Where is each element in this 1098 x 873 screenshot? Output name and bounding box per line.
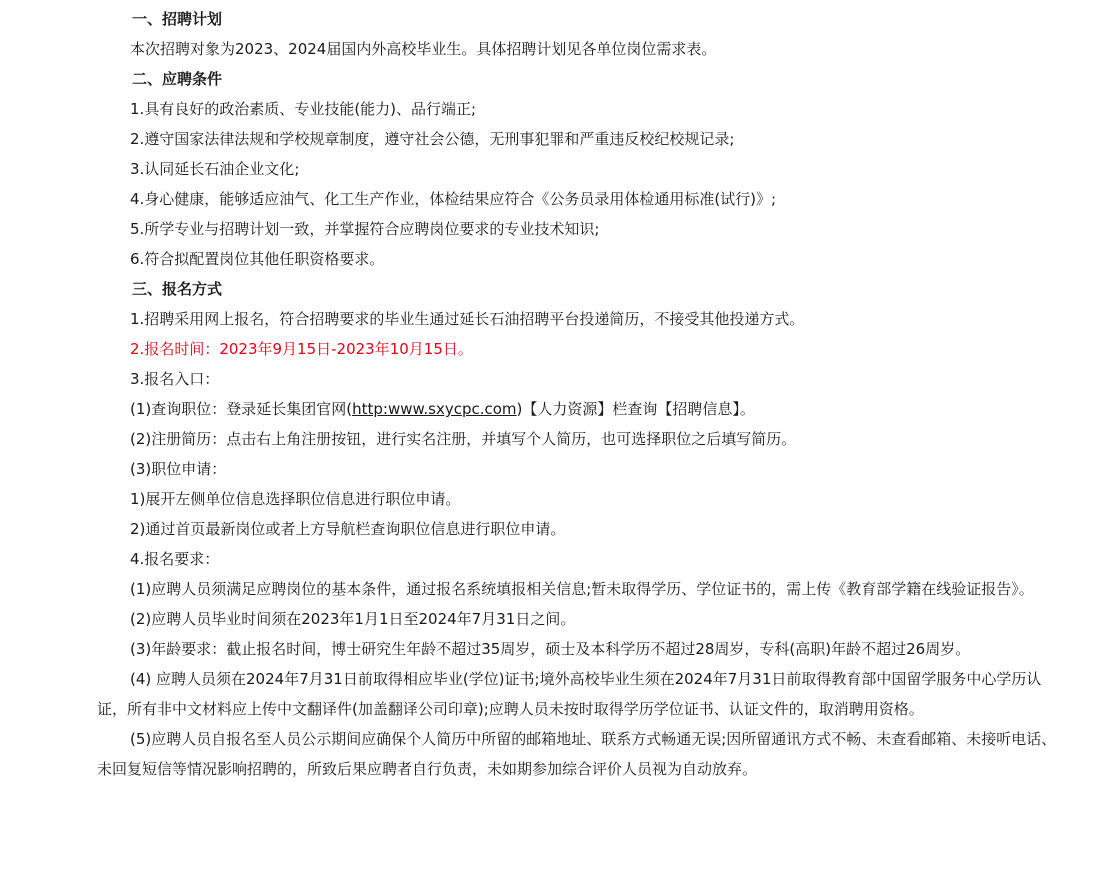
query-position-step [0, 394, 1098, 424]
application-requirement-paragraph: (4) 应聘人员须在2024年7月31日前取得相应毕业(学位)证书;境外高校毕业生须在2024年7月31日前取得教育部中国留学服务中心学历认证，所有非中文材料应上传中文翻译件(加盖翻译公司印章);应聘人员未按时取得学历学位证书、认证文件的，取消聘用资格。 [97, 670, 1042, 718]
requirement-item: 5.所学专业与招聘计划一致，并掌握符合应聘岗位要求的专业技术知识; [130, 220, 600, 238]
section-heading-recruitment-plan: 一、招聘计划 [132, 10, 223, 28]
application-requirement-paragraph: (1)应聘人员须满足应聘岗位的基本条件，通过报名系统填报相关信息;暂未取得学历、学位证书的，需上传《教育部学籍在线验证报告》。 [130, 580, 1034, 598]
position-apply-step: (3)职位申请： [130, 460, 227, 478]
application-requirement-paragraph: (3)年龄要求：截止报名时间，博士研究生年龄不超过35周岁，硕士及本科学历不超过28周岁，专科(高职)年龄不超过26周岁。 [130, 640, 971, 658]
register-resume-step: (2)注册简历：点击右上角注册按钮，进行实名注册，并填写个人简历，也可选择职位之后填写简历。 [130, 430, 797, 448]
recruitment-plan-text: 本次招聘对象为2023、2024届国内外高校毕业生。具体招聘计划见各单位岗位需求表。 [130, 40, 717, 58]
requirement-item: 2.遵守国家法律法规和学校规章制度，遵守社会公德，无刑事犯罪和严重违反校纪校规记录; [130, 130, 735, 148]
requirement-item: 6.符合拟配置岗位其他任职资格要求。 [130, 250, 385, 268]
requirement-item: 4.身心健康，能够适应油气、化工生产作业，体检结果应符合《公务员录用体检通用标准(试行)》; [130, 190, 777, 208]
position-apply-option-b: 2)通过首页最新岗位或者上方导航栏查询职位信息进行职位申请。 [130, 520, 566, 538]
document-body [0, 4, 1098, 784]
requirement-item: 1.具有良好的政治素质、专业技能(能力)、品行端正; [130, 100, 477, 118]
official-site-link[interactable]: http:www.sxycpc.com [352, 400, 517, 418]
position-apply-option-a: 1)展开左侧单位信息选择职位信息进行职位申请。 [130, 490, 461, 508]
section-heading-application-method: 三、报名方式 [132, 280, 223, 298]
requirement-item: 3.认同延长石油企业文化; [130, 160, 300, 178]
application-requirement-paragraph: (5)应聘人员自报名至人员公示期间应确保个人简历中所留的邮箱地址、联系方式畅通无误;因所留通讯方式不畅、未查看邮箱、未接听电话、未回复短信等情况影响招聘的，所致后果应聘者自行负责，未如期参加综合评价人员视为自动放弃。 [97, 730, 1057, 778]
application-period-text: 报名时间：2023年9月15日-2023年10月15日。 [144, 340, 473, 358]
query-position-prefix: (1)查询职位：登录延长集团官网( [130, 400, 353, 418]
application-requirement-paragraph: (2)应聘人员毕业时间须在2023年1月1日至2024年7月31日之间。 [130, 610, 576, 628]
application-period-number: 2. [130, 340, 145, 358]
section-heading-requirements: 二、应聘条件 [132, 70, 223, 88]
query-position-suffix: )【人力资源】栏查询【招聘信息】。 [516, 400, 755, 418]
application-requirements-label: 4.报名要求： [130, 550, 220, 568]
application-entry-label: 3.报名入口： [130, 370, 220, 388]
application-period [0, 334, 1098, 364]
application-online-text: 1.招聘采用网上报名，符合招聘要求的毕业生通过延长石油招聘平台投递简历，不接受其他投递方式。 [130, 310, 805, 328]
